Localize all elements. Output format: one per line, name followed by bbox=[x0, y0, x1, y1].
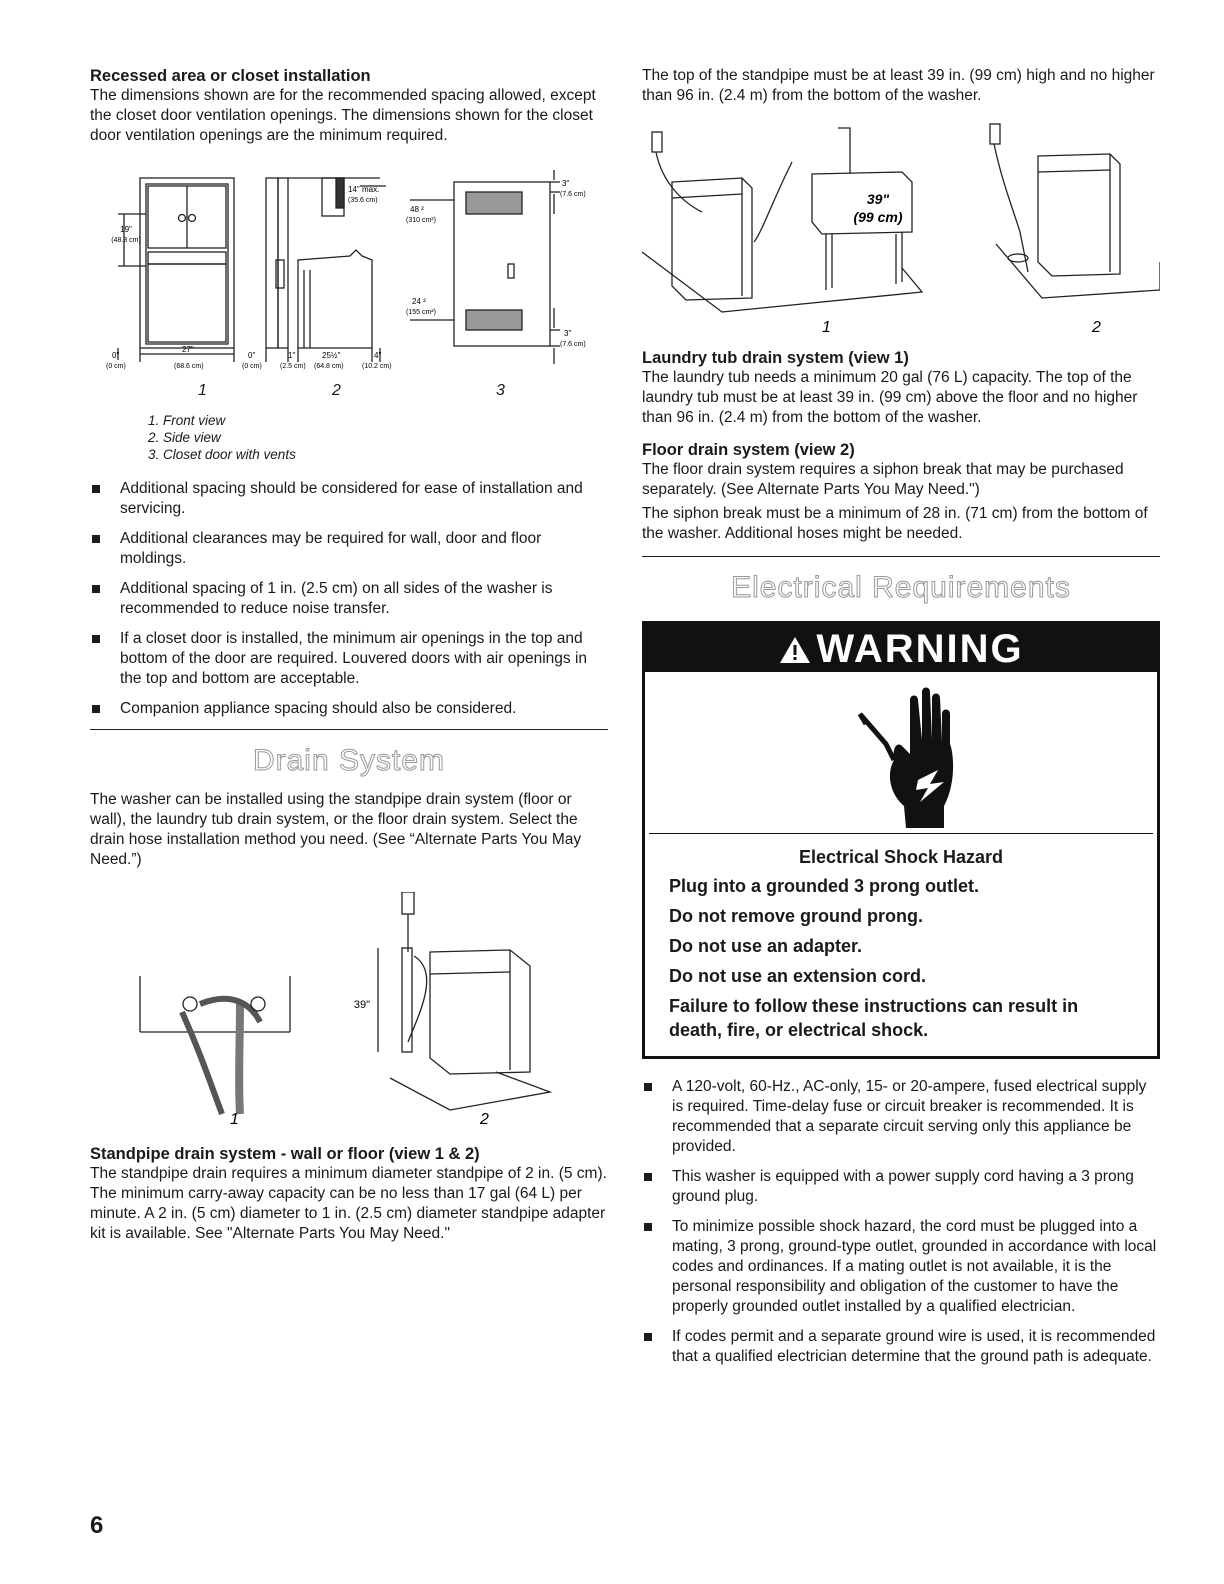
label-1cm: (2.5 cm) bbox=[280, 363, 306, 370]
label-19cm: (48.3 cm) bbox=[111, 237, 141, 244]
tub-height-label: 39" bbox=[866, 191, 890, 207]
tub-body: The laundry tub needs a minimum 20 gal (76 L) capacity. The top of the laundry tub must be at least 39 in. (99 cm) above the floor and no higher than 96 in. (2.4 m) from the bottom of the washer. bbox=[642, 369, 1138, 426]
list-item: Companion appliance spacing should also be considered. bbox=[90, 699, 608, 719]
divider bbox=[642, 556, 1160, 557]
standpipe-heading: Standpipe drain system - wall or floor (view 1 & 2) bbox=[90, 1145, 480, 1163]
label-48cm: (310 cm²) bbox=[406, 217, 436, 224]
warning-line: Plug into a grounded 3 prong outlet. bbox=[669, 876, 979, 896]
page-number: 6 bbox=[90, 1512, 104, 1539]
label-top3cm: (7.6 cm) bbox=[560, 191, 586, 198]
label-24cm: (155 cm²) bbox=[406, 309, 436, 316]
warning-lines bbox=[645, 874, 1157, 1056]
label-27: 27" bbox=[182, 345, 194, 354]
warning-line: Do not use an adapter. bbox=[669, 936, 863, 956]
figure-number: 2 bbox=[332, 382, 341, 399]
drain-diagram bbox=[90, 892, 608, 1128]
figure-number: 1 bbox=[822, 319, 831, 336]
figure-number: 2 bbox=[1092, 319, 1101, 336]
right-column bbox=[642, 66, 1160, 1377]
list-item: Additional spacing of 1 in. (2.5 cm) on all sides of the washer is recommended to reduce noise transfer. bbox=[90, 579, 608, 619]
electrical-bullets bbox=[642, 1077, 1160, 1367]
floor-body-2: The siphon break must be a minimum of 28 in. (71 cm) from the bottom of the washer. Additional hoses might be needed. bbox=[642, 505, 1148, 542]
list-item: If a closet door is installed, the minimum air openings in the top and bottom of the door are required. Louvered doors with air openings in the top and bottom are acceptable. bbox=[90, 629, 608, 689]
standpipe-body: The standpipe drain requires a minimum diameter standpipe of 2 in. (5 cm). The minimum carry-away capacity can be no less than 17 gal (64 L) per minute. A 2 in. (5 cm) diameter to 1 in. (2.5 cm) diameter standpipe adapter kit is available. See "Alternate Parts You May Need." bbox=[90, 1165, 607, 1242]
label-4: 4" bbox=[374, 351, 382, 360]
warning-triangle-icon bbox=[778, 635, 812, 665]
floor-heading: Floor drain system (view 2) bbox=[642, 441, 855, 459]
label-1: 1" bbox=[288, 351, 296, 360]
warning-word: WARNING bbox=[816, 627, 1024, 671]
tub-heading: Laundry tub drain system (view 1) bbox=[642, 349, 909, 367]
recessed-figure-numbers bbox=[90, 382, 608, 406]
label-27cm: (68.6 cm) bbox=[174, 363, 204, 370]
recessed-heading: Recessed area or closet installation bbox=[90, 67, 371, 85]
figure-number: 2 bbox=[480, 1111, 489, 1128]
label-25: 25½" bbox=[322, 351, 341, 360]
floor-body-1: The floor drain system requires a siphon break that may be purchased separately. (See Alternate Parts You May Need.") bbox=[642, 461, 1124, 498]
electrical-title: Electrical Requirements bbox=[731, 571, 1071, 604]
label-bot3: 3" bbox=[564, 329, 572, 338]
warning-box bbox=[642, 621, 1160, 1059]
warning-header bbox=[645, 624, 1157, 672]
figure-number: 1 bbox=[198, 382, 207, 399]
label-top3: 3" bbox=[562, 179, 570, 188]
standpipe-top-text: The top of the standpipe must be at least 39 in. (99 cm) high and no higher than 96 in. (2.4 m) from the bottom of the washer. bbox=[642, 67, 1155, 104]
label-48: 48 ² bbox=[410, 205, 424, 214]
caption: 1. Front view bbox=[148, 413, 226, 428]
tub-floor-diagram bbox=[642, 122, 1160, 338]
hazard-title: Electrical Shock Hazard bbox=[798, 847, 1004, 867]
figure-number: 3 bbox=[496, 382, 505, 399]
list-item: To minimize possible shock hazard, the cord must be plugged into a mating, 3 prong, ground-type outlet, grounded in accordance with local codes and ordinances. If a mating outlet is not available, it is the personal responsibility and obligation of the customer to have the properly grounded outlet installed by a qualified electrician. bbox=[642, 1217, 1160, 1317]
shock-hand-icon bbox=[645, 674, 1157, 833]
list-item: A 120-volt, 60-Hz., AC-only, 15- or 20-ampere, fused electrical supply is required. Time-delay fuse or circuit breaker is recommended. It is recommended that a separate circuit serving only this appliance be provided. bbox=[642, 1077, 1160, 1157]
label-0acm: (0 cm) bbox=[106, 363, 126, 370]
label-4cm: (10.2 cm) bbox=[362, 363, 392, 370]
recessed-diagram bbox=[90, 170, 608, 376]
recessed-body: The dimensions shown are for the recommended spacing allowed, except the closet door ventilation openings. The dimensions shown for the closet door ventilation openings are the minimum required. bbox=[90, 87, 596, 144]
list-item: Additional spacing should be considered for ease of installation and servicing. bbox=[90, 479, 608, 519]
list-item: If codes permit and a separate ground wire is used, it is recommended that a qualified electrician determine that the ground path is adequate. bbox=[642, 1327, 1160, 1367]
recessed-bullets bbox=[90, 479, 608, 719]
warning-line: Do not remove ground prong. bbox=[669, 906, 923, 926]
drain-intro: The washer can be installed using the standpipe drain system (floor or wall), the laundry tub drain system, or the floor drain system. Select the drain hose installation method you need. (See “Alternate Parts You May Need.”) bbox=[90, 791, 582, 868]
label-0b: 0" bbox=[248, 351, 256, 360]
label-0bcm: (0 cm) bbox=[242, 363, 262, 370]
drain-height-label: 39" bbox=[353, 999, 370, 1011]
caption: 3. Closet door with vents bbox=[148, 447, 296, 462]
warning-line: Failure to follow these instructions can result in death, fire, or electrical shock. bbox=[669, 996, 1079, 1040]
tub-height-label-cm: (99 cm) bbox=[853, 209, 903, 225]
warning-line: Do not use an extension cord. bbox=[669, 966, 927, 986]
label-19: 19" bbox=[120, 225, 132, 234]
divider bbox=[90, 729, 608, 730]
caption: 2. Side view bbox=[148, 430, 221, 445]
figure-captions bbox=[148, 412, 608, 463]
label-bot3cm: (7.6 cm) bbox=[560, 341, 586, 348]
left-column bbox=[90, 66, 608, 1244]
list-item: Additional clearances may be required for wall, door and floor moldings. bbox=[90, 529, 608, 569]
drain-system-title: Drain System bbox=[252, 744, 446, 777]
label-0a: 0" bbox=[112, 351, 120, 360]
label-24: 24 ² bbox=[412, 297, 426, 306]
figure-number: 1 bbox=[230, 1111, 239, 1128]
label-14: 14" max. bbox=[348, 185, 380, 194]
label-14cm: (35.6 cm) bbox=[348, 197, 378, 204]
list-item: This washer is equipped with a power supply cord having a 3 prong ground plug. bbox=[642, 1167, 1160, 1207]
label-25cm: (64.8 cm) bbox=[314, 363, 344, 370]
